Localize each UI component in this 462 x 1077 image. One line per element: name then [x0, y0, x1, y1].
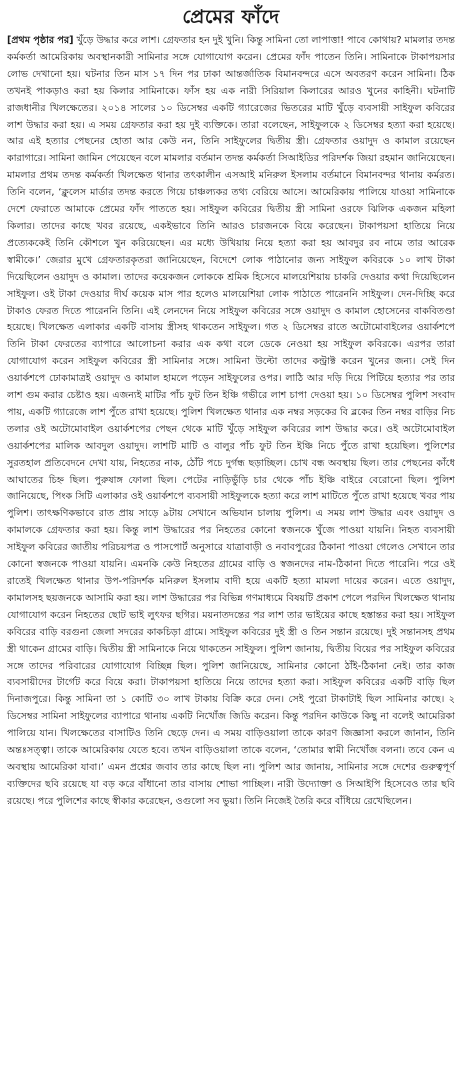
article-body-text: খুঁড়ে উদ্ধার করে লাশ। গ্রেফতার হন দুই খুনি। কিন্তু সামিনা তো লাপাত্তা! পাবে কোথায়? মামলার তদন্ত কর্মকর্তা আমেরিকায় অবস্থানকারী সামিনার সঙ্গে যোগাযোগ করেন। প্রেমের ফাঁদ পাতেন তিনি। সামিনাকে টাকাপয়সার লোভ দেখানো হয়। ঘটনার তিন মাস ১৭ দিন পর ঢাকা আন্তর্জাতিক বিমানবন্দরে এসে অবতরণ করেন সামিনা। ঠিক তখনই পাকড়াও করা হয় কিলার সামিনাকে। ফাঁস হয় এক নারী সিরিয়াল কিলারের আরও খুনের কাহিনী। ঘটনাটি রাজধানীর খিলক্ষেতের। ২০১৪ সালের ১০ ডিসেম্বর একটি গ্যারেজের ভিতরের মাটি খুঁড়ে ব্যবসায়ী সাইফুল কবিরের লাশ উদ্ধার করা হয়। এ সময় গ্রেফতার করা হয় দুই ব্যক্তিকে। তারা বলেছেন, সাইফুলকে ২ ডিসেম্বর হত্যা করা হয়েছে। আর এই হত্যার পেছনের হোতা আর কেউ নন, তিনি সাইফুলের দ্বিতীয় স্ত্রী। গ্রেফতার ওয়াদুদ ও কামাল রয়েছেন কারাগারে। সামিনা জামিন পেয়েছেন বলে মামলার বর্তমান তদন্ত কর্মকর্তা সিআইডির পরিদর্শক জিয়া রহমান জানিয়েছেন। মামলার প্রথম তদন্ত কর্মকর্তা খিলক্ষেত থানার তৎকালীন এসআই মনিরুল ইসলাম বর্তমানে বিমানবন্দর থানায় কর্মরত। তিনি বলেন, ‘ক্লুলেস মার্ডার তদন্ত করতে গিয়ে চাঞ্চল্যকর তথ্য বেরিয়ে আসে। আমেরিকায় পালিয়ে যাওয়া সামিনাকে দেশে ফেরাতে আমাকে প্রেমের ফাঁদ পাততে হয়। সাইফুল কবিরের দ্বিতীয় স্ত্রী সামিনা ওরফে ঝিলিক একজন মহিলা কিলার। তাদের কাছে খবর রয়েছে, একইভাবে তিনি আরও চারজনকে বিয়ে করেছেন। টাকাপয়সা হাতিয়ে নিয়ে প্রত্যেককেই তিনি কৌশলে খুন করিয়েছেন। এর মধ্যে উখিয়ায় নিয়ে হত্যা করা হয় আবদুর রব নামে তার আরেক স্বামীকে।’ জেরার মুখে গ্রেফতারকৃতরা জানিয়েছেন, বিদেশে লোক পাঠানোর জন্য সাইফুল কবিরকে ১০ লাখ টাকা দিয়েছিলেন ওয়াদুদ ও কামাল। তাদের কয়েকজন লোককে শ্রমিক হিসেবে মালয়েশিয়ায় চাকরি দেওয়ার কথা দিয়েছিলেন সাইফুল। ওই টাকা দেওয়ার দীর্ঘ কয়েক মাস পার হলেও মালয়েশিয়া লোক পাঠাতে পারেননি সাইফুল। দেন-দিচ্ছি করে টাকাও ফেরত দিতে পারেননি তিনি। এই লেনদেন নিয়ে সাইফুল কবিরের সঙ্গে ওয়াদুদ ও কামাল হোসেনের বাকবিতণ্ডা হয়েছে। খিলক্ষেত এলাকার একটি বাসায় স্ত্রীসহ থাকতেন সাইফুল। গত ২ ডিসেম্বর রাতে অটোমোবাইলের ওয়ার্কশপে তিনি টাকা ফেরতের ব্যাপারে আলোচনা করার এক কথা বলে ডেকে নেওয়া হয় সাইফুল কবিরকে। এরপর তারা যোগাযোগ করেন সাইফুল কবিরের স্ত্রী সামিনার সঙ্গে। সামিনা উল্টো তাদের কন্ট্রাক্ট করেন খুনের জন্য। সেই দিন ওয়ার্কশপে ঢোকামাত্রই ওয়াদুদ ও কামাল হামলে পড়েন সাইফুলের ওপর। লাঠি আর দড়ি দিয়ে পিটিয়ে হত্যার পর তার লাশ গুম করার চেষ্টাও হয়। এজন্যই মাটির পাঁচ ফুট তিন ইঞ্চি গভীরে লাশ চাপা দেওয়া হয়। ১০ ডিসেম্বর পুলিশ সংবাদ পায়, একটি গ্যারেজে লাশ পুঁতে রাখা হয়েছে। পুলিশ খিলক্ষেত থানার এক নম্বর সড়কের বি ব্লকের তিন নম্বর বাড়ির নিচ তলার ওই অটোমোবাইল ওয়ার্কশপের পেছন থেকে মাটি খুঁড়ে সাইফুল কবিরের লাশ উদ্ধার করে। ওই অটোমোবাইল ওয়ার্কশপের মালিক আবদুল ওয়াদুদ। লাশটি মাটি ও বালুর পাঁচ ফুট তিন ইঞ্চি নিচে পুঁতে রাখা হয়েছিল। পুলিশের সুরতহাল প্রতিবেদনে দেখা যায়, নিহতের নাক, ঠোঁট পচে দুর্গন্ধ ছড়াচ্ছিল। চোখ বন্ধ অবস্থায় ছিল। তার পেছনের কাঁধে আঘাতের চিহ্ন ছিল। পুরুষাঙ্গ ফোলা ছিল। পেটের নাড়িভুঁড়ি চার থেকে পাঁচ ইঞ্চি বাইরে বেরোনো ছিল। পুলিশ জানিয়েছে, পিংক সিটি এলাকার ওই ওয়ার্কশপে ব্যবসায়ী সাইফুলকে হত্যা করে লাশ মাটিতে পুঁতে রাখা হয়েছে খবর পায় পুলিশ। তাৎক্ষণিকভাবে রাত প্রায় সাড়ে ৯টায় সেখানে অভিযান চালায় পুলিশ। এ সময় লাশ উদ্ধার এবং ওয়াদুদ ও কামালকে গ্রেফতার করা হয়। কিন্তু লাশ উদ্ধারের পর নিহতের কোনো স্বজনকে খুঁজে পাওয়া যায়নি। নিহত ব্যবসায়ী সাইফুল কবিরের জাতীয় পরিচয়পত্র ও পাসপোর্ট অনুসারে যাত্রাবাড়ী ও নবাবপুরের ঠিকানা পাওয়া গেলেও সেখানে তার কোনো স্বজনকে পাওয়া যায়নি। এমনকি কেউ নিহতের গ্রামের বাড়ি ও স্বজনদের নাম-ঠিকানা দিতে পারেনি। পরে ওই রাতেই খিলক্ষেত থানার উপ-পরিদর্শক মনিরুল ইসলাম বাদী হয়ে একটি হত্যা মামলা দায়ের করেন। এতে ওয়াদুদ, কামালসহ ছয়জনকে আসামি করা হয়। লাশ উদ্ধারের পর বিভিন্ন গণমাধ্যমে বিষয়টি প্রকাশ পেলে পরদিন খিলক্ষেত থানায় যোগাযোগ করেন নিহতের ছোট ভাই লুৎফর ছগির। ময়নাতদন্তের পর লাশ তার ভাইয়ের কাছে হস্তান্তর করা হয়। সাইফুল কবিরের বাড়ি বরগুনা জেলা সদরের কাকচিড়া গ্রামে। সাইফুল কবিরের দুই স্ত্রী ও তিন সন্তান রয়েছে। দুই সন্তানসহ প্রথম স্ত্রী থাকেন গ্রামের বাড়ি। দ্বিতীয় স্ত্রী সামিনাকে নিয়ে থাকতেন সাইফুল। পুলিশ জানায়, দ্বিতীয় বিয়ের পর সাইফুল কবিরের সঙ্গে তাদের পরিবারের যোগাযোগ বিচ্ছিন্ন ছিল। পুলিশ জানিয়েছে, সামিনার কোনো ঠাঁই-ঠিকানা নেই। তার কাজ ব্যবসায়ীদের টার্গেট করে বিয়ে করা। টাকাপয়সা হাতিয়ে নিয়ে তাদের হত্যা করা। সাইফুল কবিরের একটি বাড়ি ছিল দিনাজপুরে। কিন্তু সামিনা তা ১ কোটি ৩০ লাখ টাকায় বিক্রি করে দেন। সেই পুরো টাকাটাই ছিল সামিনার কাছে। ২ ডিসেম্বর সামিনা সাইফুলের ব্যাপারে থানায় একটি নিখোঁজ জিডি করেন। কিন্তু পরদিন কাউকে কিছু না বলেই আমেরিকা পালিয়ে যান। খিলক্ষেতের বাসাটিও তিনি ছেড়ে দেন। এ সময় বাড়িওয়ালা তাকে কারণ জিজ্ঞাসা করলে জানান, তিনি অন্তঃসত্ত্বা। তাকে আমেরিকায় যেতে হবে। তখন বাড়িওয়ালা তাকে বলেন, ‘তোমার স্বামী নিখোঁজ বলনা। তবে কেন এ অবস্থায় আমেরিকা যাবা।’ এমন প্রশ্নের জবাব তার কাছে ছিল না। পুলিশ আর জানায়, সামিনার সঙ্গে দেশের গুরুত্বপূর্ণ ব্যক্তিদের ছবি রয়েছে যা বড় করে বাঁধানো তার বাসায় শোভা পাচ্ছিল। নারী উদ্যোক্তা ও সিআইপি হিসেবেও তার ছবি রয়েছে। পরে পুলিশের কাছে স্বীকার করেছেন, ওগুলো সব ভুয়া। তিনি নিজেই তৈরি করে বাঁধিয়ে রেখেছিলেন। [7, 35, 455, 807]
article-body [7, 33, 455, 811]
continued-from-front-page-tag: [প্রথম পৃষ্ঠার পর] [7, 35, 74, 46]
article-headline: প্রেমের ফাঁদে [182, 6, 280, 28]
